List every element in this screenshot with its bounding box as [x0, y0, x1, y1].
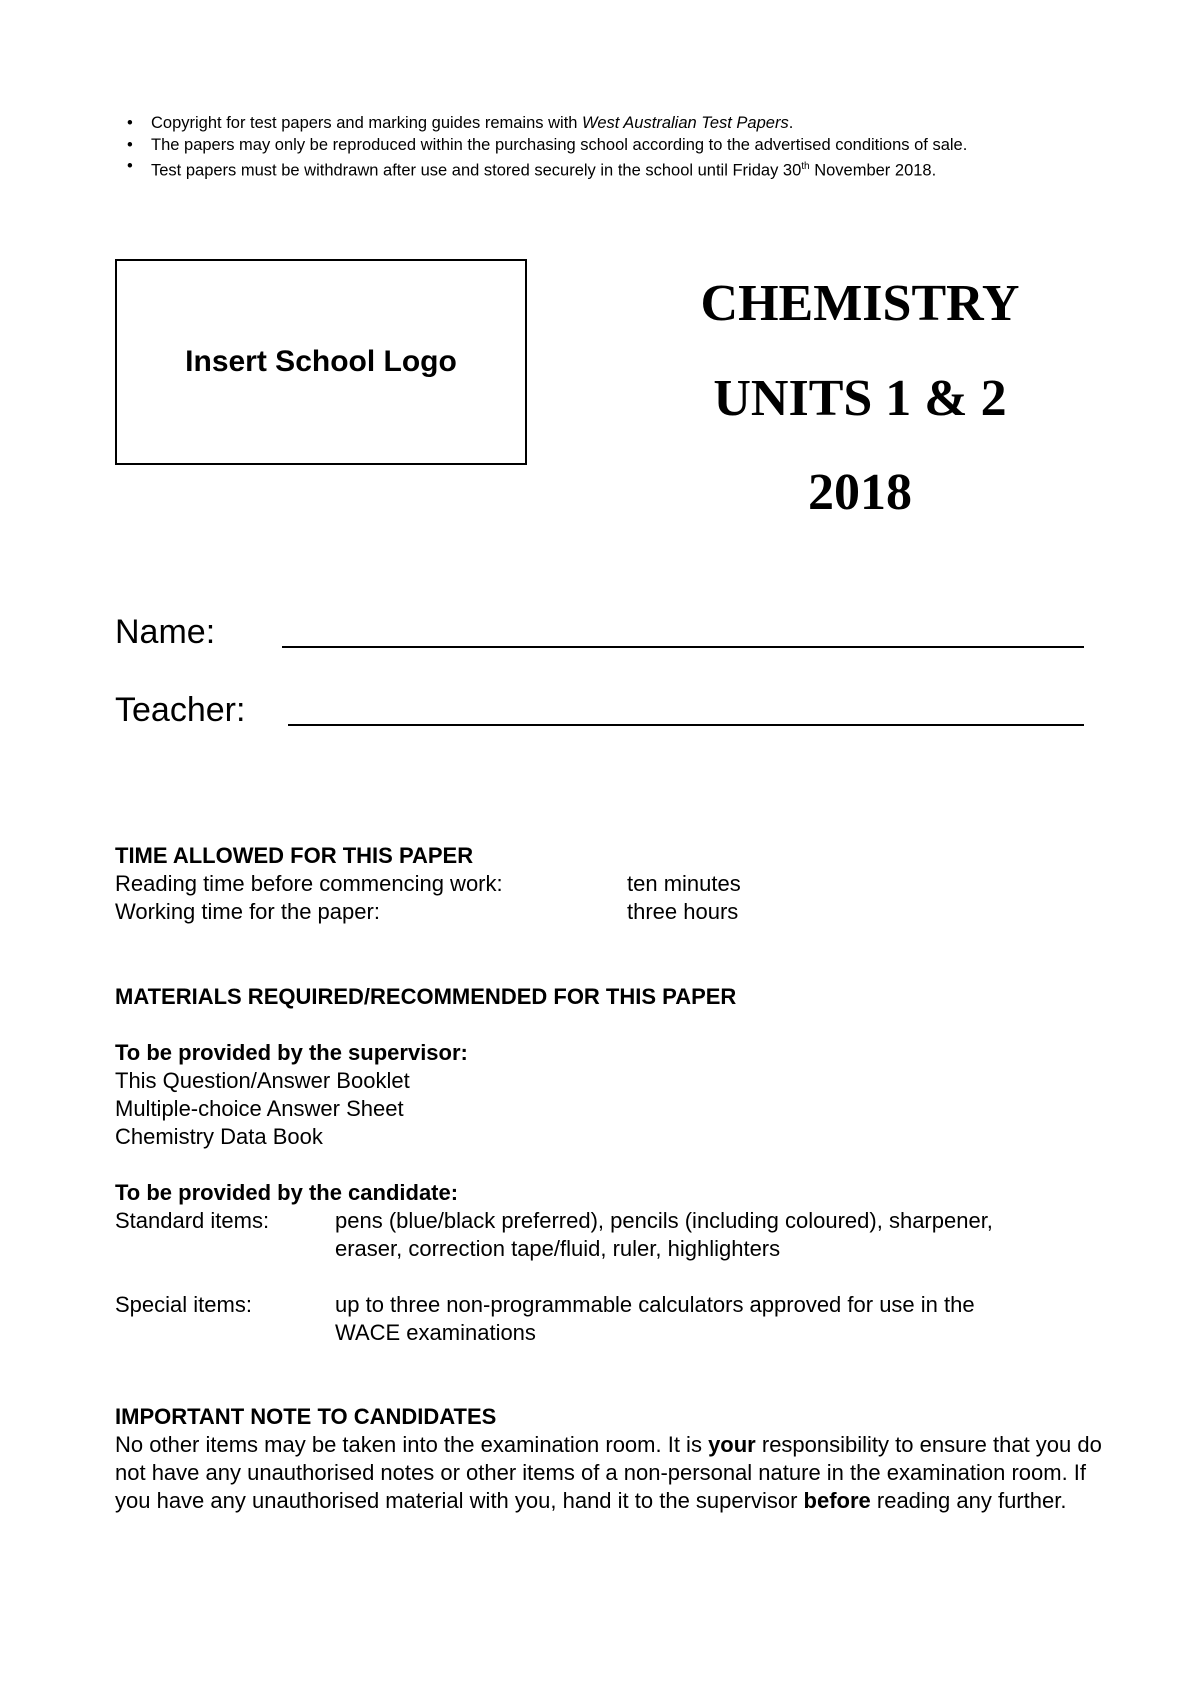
- supervisor-item: Multiple-choice Answer Sheet: [115, 1096, 404, 1121]
- logo-placeholder-text: Insert School Logo: [185, 345, 457, 378]
- publisher-name: West Australian Test Papers: [582, 114, 789, 132]
- subject-title: CHEMISTRY: [700, 275, 1020, 332]
- name-input-line[interactable]: [282, 646, 1084, 648]
- standard-items-line: eraser, correction tape/fluid, ruler, highlighters: [335, 1236, 781, 1261]
- supervisor-item: Chemistry Data Book: [115, 1124, 323, 1149]
- units-title: UNITS 1 & 2: [713, 370, 1007, 427]
- name-field-row: [115, 612, 215, 652]
- copyright-notes: [127, 113, 1127, 182]
- copyright-note-end: .: [788, 114, 794, 132]
- reading-time-label: Reading time before commencing work:: [115, 871, 503, 896]
- school-logo-placeholder: [115, 259, 527, 465]
- special-items-line: WACE examinations: [335, 1320, 536, 1345]
- copyright-note-text: Copyright for test papers and marking guides remains with: [151, 114, 583, 132]
- supervisor-heading: To be provided by the supervisor:: [115, 1040, 468, 1065]
- bullet-icon: •: [127, 157, 133, 175]
- reproduction-note: [127, 135, 1127, 157]
- note-emphasis: before: [803, 1488, 871, 1513]
- name-label: Name:: [115, 613, 216, 651]
- bullet-icon: •: [127, 135, 133, 154]
- note-emphasis: your: [708, 1432, 756, 1457]
- note-text: No other items may be taken into the examination room. It is: [115, 1432, 709, 1457]
- time-allowed-heading: TIME ALLOWED FOR THIS PAPER: [115, 843, 474, 868]
- withdrawal-note-text: Test papers must be withdrawn after use and stored securely in the school until Friday 30: [151, 161, 802, 180]
- copyright-note: [127, 113, 1127, 135]
- special-items-label: Special items:: [115, 1292, 252, 1317]
- year-title: 2018: [808, 464, 912, 521]
- note-text: responsibility to ensure that you do not have any unauthorised notes or other items of a non-personal nature in the examination room. If you have any unauthorised material with you, hand it to the supervisor: [115, 1432, 1102, 1513]
- bullet-icon: •: [127, 114, 133, 132]
- teacher-field-row: [115, 690, 245, 730]
- important-note-body: [115, 1431, 1115, 1515]
- withdrawal-note-end: November 2018.: [809, 161, 937, 180]
- ordinal-suffix: th: [801, 161, 810, 172]
- working-time-label: Working time for the paper:: [115, 899, 380, 924]
- note-text: reading any further.: [870, 1488, 1067, 1513]
- materials-heading: MATERIALS REQUIRED/RECOMMENDED FOR THIS PAPER: [115, 984, 737, 1009]
- withdrawal-note: [127, 156, 1127, 182]
- supervisor-item: This Question/Answer Booklet: [115, 1068, 410, 1093]
- standard-items-label: Standard items:: [115, 1208, 270, 1233]
- teacher-label: Teacher:: [115, 691, 246, 729]
- candidate-heading: To be provided by the candidate:: [115, 1180, 459, 1205]
- reading-time-value: ten minutes: [627, 871, 741, 896]
- important-note-heading: IMPORTANT NOTE TO CANDIDATES: [115, 1404, 497, 1429]
- special-items-line: up to three non-programmable calculators approved for use in the: [335, 1292, 975, 1317]
- standard-items-line: pens (blue/black preferred), pencils (including coloured), sharpener,: [335, 1208, 993, 1233]
- reproduction-note-text: The papers may only be reproduced within the purchasing school according to the advertised conditions of sale.: [151, 135, 968, 154]
- teacher-input-line[interactable]: [288, 724, 1084, 726]
- working-time-value: three hours: [627, 899, 739, 924]
